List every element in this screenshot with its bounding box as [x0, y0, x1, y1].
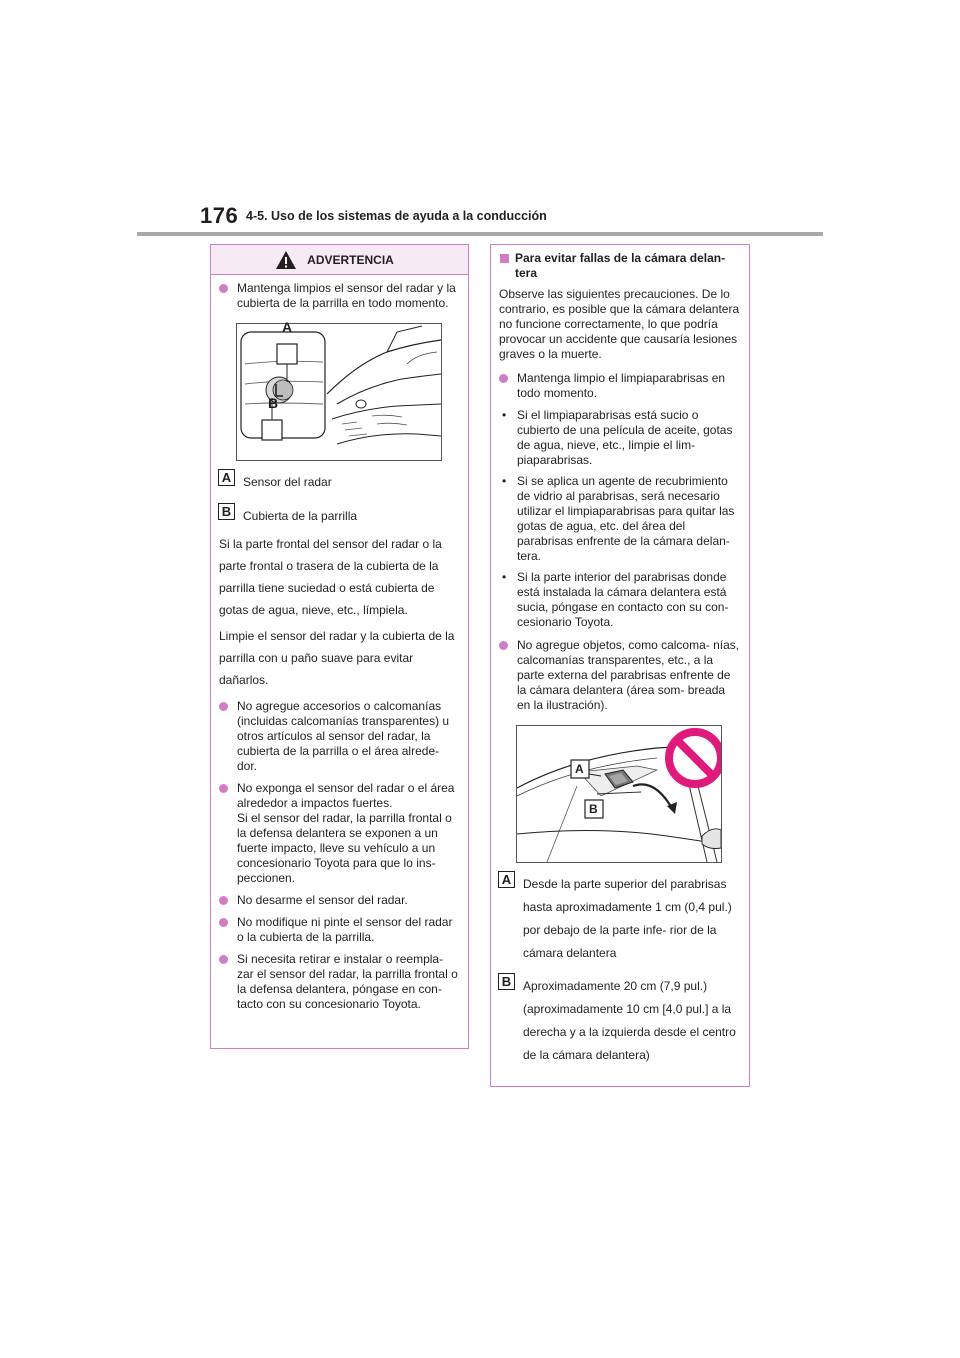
warning-triangle-icon — [275, 250, 297, 270]
bullet-text: Si el sensor del radar, la parrilla frontal o la defensa delantera se exponen a un fuerte impacto, lleve su vehículo a un concesionario Toyota para que lo ins- peccionen. — [237, 811, 452, 885]
legend-key-a: A — [498, 871, 515, 888]
subheading-text: Para evitar fallas de la cámara delan- tera — [515, 251, 726, 280]
bullet-text: Mantenga limpios el sensor del radar y la cubierta de la parrilla en todo momento. — [237, 281, 456, 310]
bullet-dot-icon — [219, 784, 228, 793]
bullet-dot-icon — [499, 374, 508, 383]
bullet-item — [499, 371, 741, 401]
car-front-drawing — [237, 324, 441, 460]
bullet-dot-icon — [219, 896, 228, 905]
camera-precautions-box — [490, 244, 750, 1087]
paragraph: Limpie el sensor del radar y la cubierta de la parrilla con u paño suave para evitar dañarlos. — [219, 629, 455, 687]
page-number: 176 — [200, 203, 239, 228]
dash-text: Si se aplica un agente de recubrimiento de vidrio al parabrisas, será necesario utilizar el limpiaparabrisas para quitar las gotas de agua, etc. del área del parabrisas enfrente de la cámara delan- tera. — [517, 474, 735, 563]
bullet-dot-icon — [219, 955, 228, 964]
bullet-text: No agregue accesorios o calcomanías (incluidas calcomanías transparentes) u otros artículos al sensor del radar, la cubierta de la parrilla o el área alrede- dor. — [237, 699, 450, 773]
figure-label-b: B — [589, 802, 598, 816]
bullet-dot-icon — [219, 702, 228, 711]
dash-text: Si la parte interior del parabrisas donde está instalada la cámara delantera está sucia, póngase en contacto con su con- cesionario Toyota. — [517, 570, 729, 629]
bullet-text: Mantenga limpio el limpiaparabrisas en todo momento. — [517, 371, 726, 400]
bullet-text: Si necesita retirar e instalar o reempla- zar el sensor del radar, la parrilla frontal o la defensa delantera, póngase en con- tacto con su concesionario Toyota. — [237, 952, 458, 1011]
warning-title: ADVERTENCIA — [307, 252, 394, 267]
legend-key-a: A — [218, 469, 235, 486]
bullet-item — [219, 952, 460, 1012]
bullet-text: No exponga el sensor del radar o el área alrededor a impactos fuertes. — [237, 781, 455, 810]
bullet-item — [219, 893, 460, 908]
bullet-item — [219, 699, 460, 774]
legend-text: Sensor del radar — [243, 475, 332, 489]
legend-item-a — [499, 873, 741, 965]
bullet-dot-icon — [219, 284, 228, 293]
warning-header — [211, 245, 468, 275]
warning-box — [210, 244, 469, 1049]
figure-label-b: B — [268, 395, 279, 411]
paragraph: Observe las siguientes precauciones. De lo contrario, es posible que la cámara delantera no funcione correctamente, lo que podría provocar un accidente que causaría lesiones graves o la muerte. — [499, 287, 740, 361]
legend-text: Cubierta de la parrilla — [243, 509, 358, 523]
bullet-text: No modifique ni pinte el sensor del radar o la cubierta de la parrilla. — [237, 915, 453, 944]
header-rule — [137, 232, 823, 236]
windshield-camera-illustration — [516, 725, 722, 863]
dash-item: • Si la parte interior del parabrisas donde está instalada la cámara delantera está sucia, póngase en contacto con su con- cesionario Toyota. — [502, 570, 729, 629]
bullet-dot-icon — [499, 641, 508, 650]
windshield-drawing — [517, 726, 721, 862]
bullet-dot-icon — [219, 918, 228, 927]
paragraph: Si la parte frontal del sensor del radar o la parte frontal o trasera de la cubierta de la parrilla tiene suciedad o está cubierta de gotas de agua, nieve, etc., límpiela. — [219, 537, 442, 617]
figure-label-a: A — [282, 319, 293, 335]
dash-item: • Si se aplica un agente de recubrimiento de vidrio al parabrisas, será necesario utilizar el limpiaparabrisas para quitar las gotas de agua, etc. del área del parabrisas enfrente de la cámara delan- tera. — [502, 474, 735, 563]
dash-text: Si el limpiaparabrisas está sucio o cubierto de una película de aceite, gotas de agua, nieve, etc., limpie el lim- piaparabrisas. — [517, 408, 733, 467]
legend-item-b — [499, 975, 741, 1067]
bullet-item — [219, 281, 460, 311]
bullet-text: No desarme el sensor del radar. — [237, 893, 408, 907]
bullet-item — [219, 915, 460, 945]
legend-key-b: B — [498, 973, 515, 990]
bullet-item — [219, 781, 460, 886]
subheading — [499, 251, 741, 281]
legend-item-b — [219, 505, 460, 527]
legend-text: Aproximadamente 20 cm (7,9 pul.) (aproximadamente 10 cm [4,0 pul.] a la derecha y a la izquierda desde el centro de la cámara delantera) — [523, 979, 736, 1062]
dash-item: • Si el limpiaparabrisas está sucio o cubierto de una película de aceite, gotas de agua, nieve, etc., limpie el lim- piaparabrisas. — [502, 408, 733, 467]
radar-sensor-illustration — [236, 323, 442, 461]
legend-item-a — [219, 471, 460, 493]
square-bullet-icon — [500, 254, 509, 263]
legend-text: Desde la parte superior del parabrisas hasta aproximadamente 1 cm (0,4 pul.) por debajo de la parte infe- rior de la cámara delantera — [523, 877, 732, 960]
figure-label-a: A — [575, 762, 584, 776]
section-title: 4-5. Uso de los sistemas de ayuda a la conducción — [246, 209, 547, 223]
legend-key-b: B — [218, 503, 235, 520]
bullet-text: No agregue objetos, como calcoma- nías, calcomanías transparentes, etc., a la parte externa del parabrisas enfrente de la cámara delantera (área som- breada en la ilustración). — [517, 638, 740, 712]
bullet-item — [499, 638, 741, 713]
